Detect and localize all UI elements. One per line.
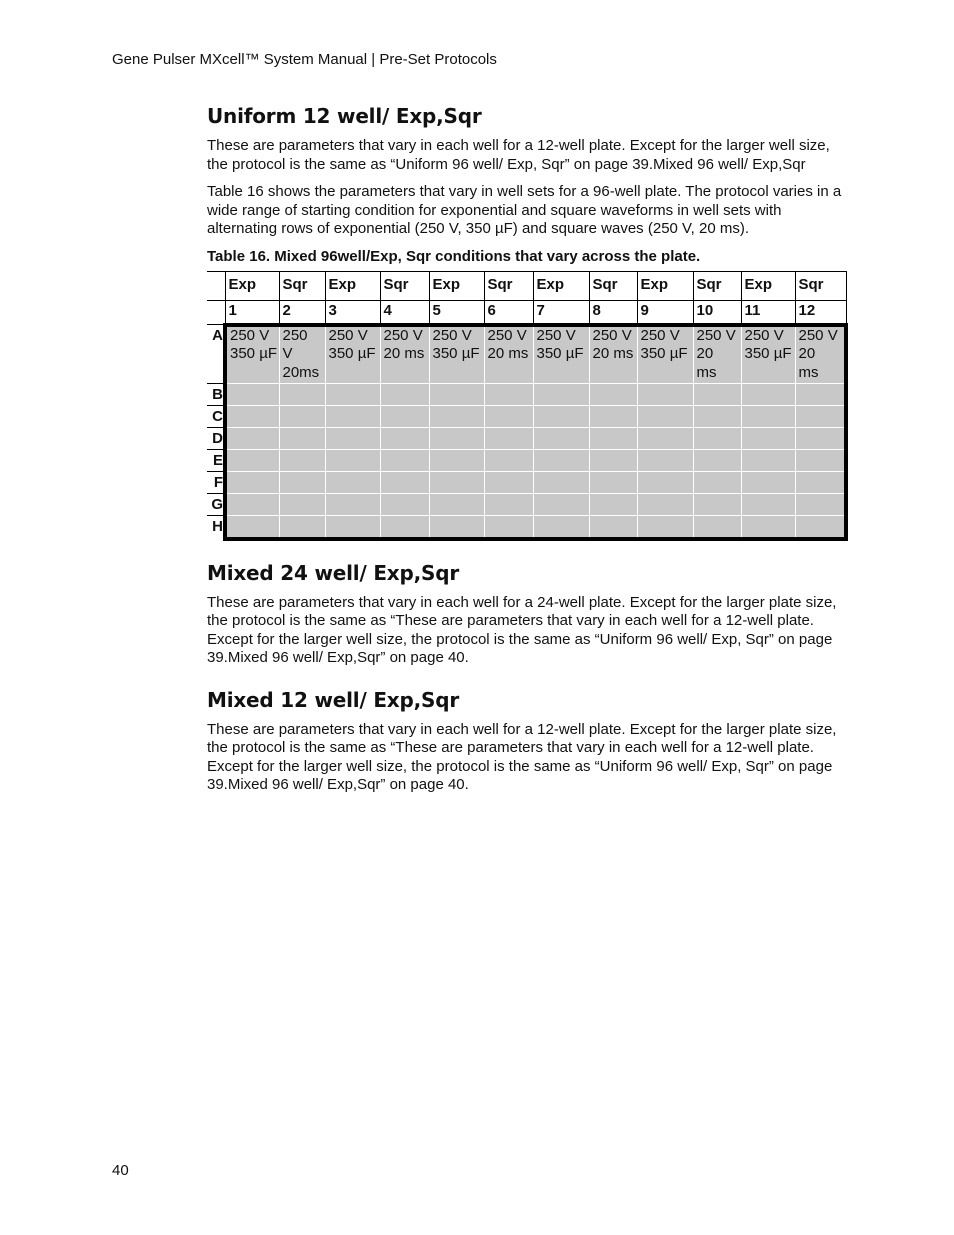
column-number-cell: 8 xyxy=(589,300,637,325)
well-cell xyxy=(533,471,589,493)
well-cell xyxy=(429,405,484,427)
well-cell xyxy=(741,427,795,449)
well-value-line: 250 V xyxy=(328,326,368,344)
well-cell xyxy=(429,427,484,449)
well-cell xyxy=(279,383,325,405)
waveform-header-cell: Sqr xyxy=(693,271,741,300)
well-cell xyxy=(225,405,279,427)
well-cell xyxy=(795,405,846,427)
waveform-header-cell: Exp xyxy=(225,271,279,300)
well-value-line: 20 ms xyxy=(383,345,425,362)
well-row xyxy=(207,325,846,384)
well-cell xyxy=(225,471,279,493)
waveform-header-cell: Exp xyxy=(533,271,589,300)
paragraph: These are parameters that vary in each well for a 12-well plate. Except for the larger well size, the protocol is the same as “Uniform 96 well/ Exp, Sqr” on page 39.Mixed 96 well/ Exp,Sqr xyxy=(207,137,830,173)
well-cell xyxy=(693,515,741,539)
column-number-cell: 3 xyxy=(325,300,380,325)
section-title: Mixed 24 well/ Exp,Sqr xyxy=(207,560,459,585)
well-value-line: 250 V xyxy=(487,326,527,344)
waveform-header-cell: Sqr xyxy=(795,271,846,300)
well-cell xyxy=(693,449,741,471)
well-cell xyxy=(741,493,795,515)
well-cell xyxy=(225,449,279,471)
well-cell xyxy=(484,427,533,449)
plate-conditions-table xyxy=(207,271,848,541)
well-cell xyxy=(429,449,484,471)
well-cell xyxy=(484,325,533,384)
well-value-line: 20ms xyxy=(282,363,320,381)
well-cell xyxy=(589,405,637,427)
well-value-line: 350 µF xyxy=(230,345,277,362)
well-cell xyxy=(795,383,846,405)
column-number-cell: 4 xyxy=(380,300,429,325)
well-value-line: ms xyxy=(798,363,819,381)
well-cell xyxy=(693,325,741,384)
paragraph: Table 16 shows the parameters that vary in well sets for a 96-well plate. The protocol varies in a wide range of starting condition for exponential and square waveforms in well sets with alternating rows of exponential (250 V, 350 µF) and square waves (250 V, 20 ms). xyxy=(207,183,842,237)
well-value-line: 250 V xyxy=(744,326,784,344)
well-value-line: ms xyxy=(696,363,717,381)
well-cell xyxy=(741,383,795,405)
well-cell xyxy=(533,493,589,515)
well-cell xyxy=(279,471,325,493)
well-value-line: 350 µF xyxy=(640,345,688,362)
row-label: B xyxy=(207,383,225,405)
column-number-cell: 1 xyxy=(225,300,279,325)
well-cell xyxy=(693,493,741,515)
well-row xyxy=(207,471,846,493)
well-cell xyxy=(279,493,325,515)
well-cell xyxy=(429,383,484,405)
well-row xyxy=(207,449,846,471)
well-row xyxy=(207,427,846,449)
well-cell xyxy=(225,493,279,515)
row-label: C xyxy=(207,405,225,427)
well-cell xyxy=(325,515,380,539)
table-caption: Table 16. Mixed 96well/Exp, Sqr conditions that vary across the plate. xyxy=(207,247,701,265)
well-value-line: 350 µF xyxy=(328,345,376,362)
well-cell xyxy=(380,383,429,405)
row-label: H xyxy=(207,515,225,539)
well-value-line: 20 ms xyxy=(592,345,634,362)
well-cell xyxy=(589,515,637,539)
well-cell xyxy=(484,405,533,427)
column-number-cell: 5 xyxy=(429,300,484,325)
well-value-line: 250 V xyxy=(798,326,838,344)
well-row xyxy=(207,383,846,405)
waveform-header-cell: Sqr xyxy=(589,271,637,300)
well-row xyxy=(207,493,846,515)
well-value-line: 350 µF xyxy=(432,345,480,362)
well-value-line: 250 V xyxy=(432,326,472,344)
well-row xyxy=(207,515,846,539)
section-uniform-12-well xyxy=(207,104,847,541)
waveform-header-cell: Exp xyxy=(325,271,380,300)
well-cell xyxy=(795,471,846,493)
row-label: F xyxy=(207,471,225,493)
well-cell xyxy=(325,427,380,449)
well-cell xyxy=(795,515,846,539)
corner-cell xyxy=(207,300,225,325)
well-value-line: 350 µF xyxy=(536,345,584,362)
well-row xyxy=(207,405,846,427)
well-cell xyxy=(741,405,795,427)
well-cell xyxy=(225,383,279,405)
column-number-cell: 7 xyxy=(533,300,589,325)
well-value-line: 20 ms xyxy=(487,345,529,362)
column-number-cell: 10 xyxy=(693,300,741,325)
well-value-line: 250 V xyxy=(536,326,576,344)
well-cell xyxy=(484,383,533,405)
paragraph: These are parameters that vary in each well for a 12-well plate. Except for the larger plate size, the protocol is the same as “These are parameters that vary in each well for a 12-well plate. Except for the larger well size, the protocol is the same as “Uniform 96 well/ Exp, Sqr” on page 39.Mixed 96 well/ Exp,Sqr” on page 40. xyxy=(207,720,837,793)
well-cell xyxy=(325,383,380,405)
well-cell xyxy=(484,449,533,471)
well-cell xyxy=(279,449,325,471)
column-number-row xyxy=(207,300,846,325)
well-cell xyxy=(637,405,693,427)
well-cell xyxy=(589,493,637,515)
well-cell xyxy=(380,325,429,384)
well-cell xyxy=(325,325,380,384)
well-cell xyxy=(279,325,325,384)
waveform-header-cell: Sqr xyxy=(484,271,533,300)
waveform-header-cell: Exp xyxy=(741,271,795,300)
well-cell xyxy=(741,325,795,384)
section-mixed-12-well xyxy=(207,688,847,795)
well-cell xyxy=(693,383,741,405)
well-value-line: 20 xyxy=(696,345,714,362)
well-cell xyxy=(225,325,279,384)
well-cell xyxy=(533,515,589,539)
well-cell xyxy=(589,383,637,405)
well-value-line: 250 V xyxy=(696,326,736,344)
well-cell xyxy=(429,515,484,539)
well-cell xyxy=(795,449,846,471)
well-cell xyxy=(429,471,484,493)
well-cell xyxy=(484,515,533,539)
well-cell xyxy=(325,471,380,493)
well-cell xyxy=(484,493,533,515)
row-label: G xyxy=(207,493,225,515)
corner-cell xyxy=(207,271,225,300)
running-header: Gene Pulser MXcell™ System Manual | Pre-Set Protocols xyxy=(112,51,497,68)
section-title: Uniform 12 well/ Exp,Sqr xyxy=(207,104,482,128)
well-cell xyxy=(637,325,693,384)
waveform-header-cell: Exp xyxy=(429,271,484,300)
row-label: D xyxy=(207,427,225,449)
column-number-cell: 2 xyxy=(279,300,325,325)
section-title: Mixed 12 well/ Exp,Sqr xyxy=(207,687,459,712)
well-cell xyxy=(693,405,741,427)
well-cell xyxy=(637,449,693,471)
well-value-line: 250 V xyxy=(383,326,423,344)
waveform-header-row xyxy=(207,271,846,300)
well-cell xyxy=(225,515,279,539)
well-cell xyxy=(741,471,795,493)
well-cell xyxy=(325,449,380,471)
well-cell xyxy=(279,427,325,449)
well-cell xyxy=(741,515,795,539)
column-number-cell: 6 xyxy=(484,300,533,325)
section-mixed-24-well xyxy=(207,561,847,668)
column-number-cell: 12 xyxy=(795,300,846,325)
row-label: E xyxy=(207,449,225,471)
well-cell xyxy=(380,493,429,515)
waveform-header-cell: Sqr xyxy=(380,271,429,300)
well-value-line: 250 xyxy=(282,326,308,344)
well-value-line: 20 xyxy=(798,345,816,362)
well-value-line: 350 µF xyxy=(744,345,792,362)
well-cell xyxy=(741,449,795,471)
well-cell xyxy=(637,493,693,515)
well-cell xyxy=(429,493,484,515)
well-cell xyxy=(325,493,380,515)
column-number-cell: 9 xyxy=(637,300,693,325)
well-cell xyxy=(380,427,429,449)
well-cell xyxy=(795,427,846,449)
well-cell xyxy=(795,325,846,384)
well-cell xyxy=(589,427,637,449)
well-cell xyxy=(637,383,693,405)
well-cell xyxy=(279,405,325,427)
well-cell xyxy=(533,449,589,471)
well-cell xyxy=(484,471,533,493)
well-cell xyxy=(533,325,589,384)
well-cell xyxy=(380,515,429,539)
well-cell xyxy=(533,427,589,449)
well-value-line: V xyxy=(282,345,293,362)
well-cell xyxy=(429,325,484,384)
well-value-line: 250 V xyxy=(230,326,270,344)
well-cell xyxy=(637,471,693,493)
paragraph: These are parameters that vary in each well for a 24-well plate. Except for the larger plate size, the protocol is the same as “These are parameters that vary in each well for a 12-well plate. Except for the larger well size, the protocol is the same as “Uniform 96 well/ Exp, Sqr” on page 39.Mixed 96 well/ Exp,Sqr” on page 40. xyxy=(207,593,837,666)
well-value-line: 250 V xyxy=(640,326,680,344)
well-cell xyxy=(637,427,693,449)
well-cell xyxy=(637,515,693,539)
well-cell xyxy=(225,427,279,449)
well-cell xyxy=(589,449,637,471)
well-cell xyxy=(693,427,741,449)
well-cell xyxy=(380,405,429,427)
well-cell xyxy=(795,493,846,515)
waveform-header-cell: Sqr xyxy=(279,271,325,300)
well-cell xyxy=(533,383,589,405)
page-number: 40 xyxy=(112,1162,129,1179)
well-cell xyxy=(325,405,380,427)
row-label: A xyxy=(207,325,225,384)
well-cell xyxy=(589,471,637,493)
well-cell xyxy=(380,471,429,493)
waveform-header-cell: Exp xyxy=(637,271,693,300)
well-cell xyxy=(279,515,325,539)
well-cell xyxy=(589,325,637,384)
page-content xyxy=(207,104,847,804)
column-number-cell: 11 xyxy=(741,300,795,325)
well-value-line: 250 V xyxy=(592,326,632,344)
well-cell xyxy=(380,449,429,471)
well-cell xyxy=(533,405,589,427)
well-cell xyxy=(693,471,741,493)
